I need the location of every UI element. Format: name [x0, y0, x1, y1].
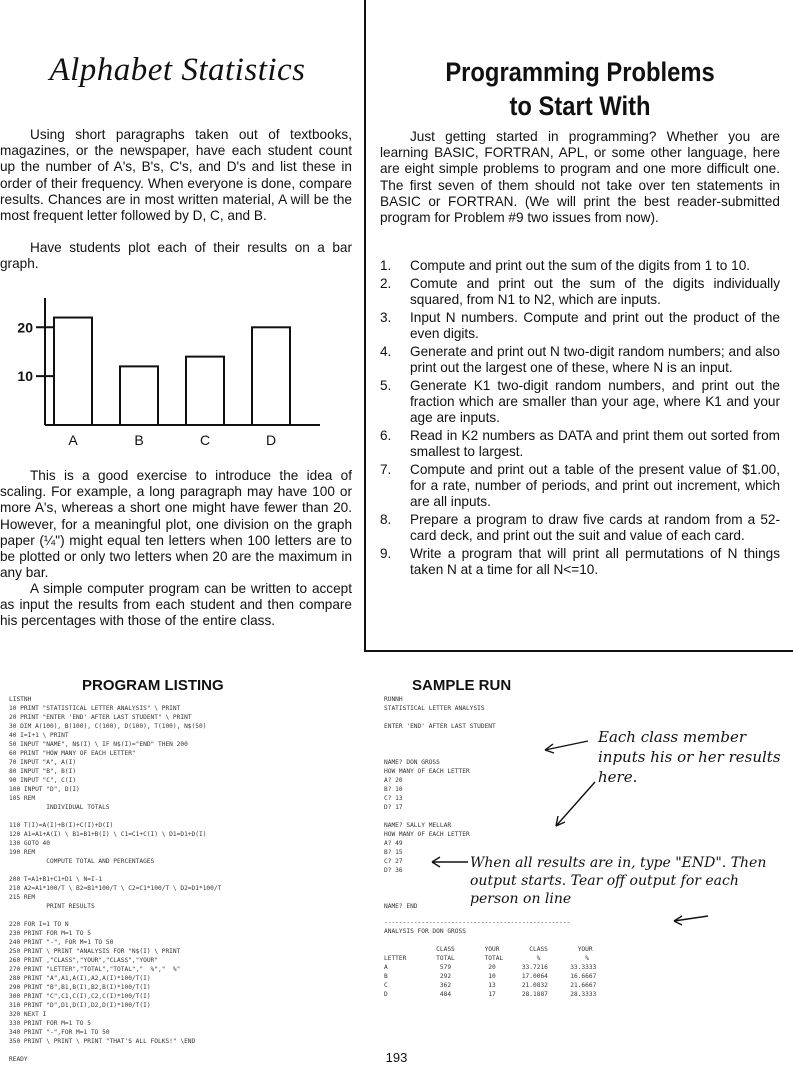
sample-run-analysis: -------------------------------------------------- ANALYSIS FOR DON GROSS CLASS YOUR CLASS YOUR LETTER TOTAL TOTAL % % A 579 20 33.7216 33.3333 B 292 10 17.0064 16.6667 C 362 13 21.0832 21.6667 D 484 17 28.1887 28.3333 — [384, 919, 597, 998]
article-intro: Just getting started in programming? Whether you are learning BASIC, FORTRAN, APL, or some other language, here are eight simple problems to program and one more difficult one. The first seven of them should not take over ten statements in BASIC or FORTRAN. (We will print the best reader-submitted program for Problem #9 two issues from now). — [380, 129, 780, 226]
handwritten-note: When all results are in, type "END". Then output starts. Tear off output for each person on line — [470, 855, 767, 907]
y-tick-label: 20 — [17, 319, 33, 336]
item-number: 7. — [380, 462, 392, 477]
program-listing-heading: PROGRAM LISTING — [82, 677, 224, 694]
sample-run-output: RUNNH STATISTICAL LETTER ANALYSIS ENTER 'END' AFTER LAST STUDENT NAME? DON GROSS HOW MANY OF EACH LETTER A? 20 B? 10 C? 13 D? 17 NAME? SALLY MELLAR HOW MANY OF EACH LETTER A? 49 B? 15 C? 27 D? 36 NAME? END — [384, 696, 496, 910]
article-paragraph: Using short paragraphs taken out of textbooks, magazines, or the newspaper, have each student count up the number of A's, B's, C's, and D's and list these in order of their frequency. When everyone is done, compare results. Chances are in most written material, A will be the most frequent letter followed by D, C, and B. — [0, 127, 352, 224]
item-number: 1. — [380, 258, 392, 273]
x-tick-label: B — [134, 432, 144, 448]
x-tick-label: A — [68, 432, 78, 448]
item-text: Generate K1 two-digit random numbers, and print out the fraction which are smaller than your age, where K1 and your age are inputs. — [410, 377, 780, 426]
item-number: 3. — [380, 309, 392, 325]
item-number: 8. — [380, 512, 392, 528]
article-paragraph: Have students plot each of their results on a bar graph. — [0, 240, 352, 272]
y-tick-label: 10 — [17, 368, 33, 385]
item-text: Write a program that will print all permutations of N things taken N at a time for all N<=10. — [410, 546, 780, 578]
item-number: 4. — [380, 343, 392, 359]
arrow-line — [556, 782, 595, 826]
item-text: Compute and print out the sum of the digits from 1 to 10. — [410, 258, 751, 273]
article-paragraph: A simple computer program can be written to accept as input the results from each student and then compare his percentages with those of the entire class. — [0, 581, 352, 629]
x-tick-label: D — [265, 432, 277, 448]
x-tick-label: C — [199, 432, 211, 448]
handwritten-note: Each class member inputs his or her results here. — [598, 728, 781, 786]
article-title: Alphabet Statistics — [49, 52, 306, 88]
item-text: Compute and print out a table of the present value of $1.00, for a rate, number of periods, and print out increment, which are all inputs. — [410, 462, 780, 510]
article-paragraph: This is a good exercise to introduce the idea of scaling. For example, a long paragraph may have 100 or more A's, whereas a short one might have fewer than 20. However, for a meaningful plot, one division on the graph paper (¼") might equal ten letters when 100 letters are to be plotted or only two letters when 20 are the maximum in any bar. — [0, 468, 352, 581]
item-number: 6. — [380, 428, 392, 443]
item-number: 2. — [380, 275, 392, 291]
item-text: Generate and print out N two-digit random numbers; and also print out the largest one of these, where N is an input. — [410, 343, 780, 375]
item-text: Comute and print out the sum of the digits individually squared, from N1 to N2, which are inputs. — [410, 275, 780, 307]
item-text: Input N numbers. Compute and print out the product of the even digits. — [410, 309, 780, 341]
sample-run-heading: SAMPLE RUN — [412, 677, 512, 694]
item-text: Read in K2 numbers as DATA and print them out sorted from smallest to largest. — [410, 428, 780, 460]
item-number: 9. — [380, 546, 392, 562]
item-number: 5. — [380, 377, 392, 393]
program-listing-code: LISTNH 10 PRINT "STATISTICAL LETTER ANALYSIS" \ PRINT 20 PRINT "ENTER 'END' AFTER LAST STUDENT" \ PRINT 30 DIM A(100), B(100), C(100), D(100), T(100), N$(50) 40 I=I+1 \ PRINT 50 INPUT "NAME", N$(I) \ IF N$(I)="END" THEN 200 60 PRINT "HOW MANY OF EACH LETTER" 70 INPUT "A", A(I) 80 INPUT "B", B(I) 90 INPUT "C", C(I) 100 INPUT "D", D(I) 105 REM INDIVIDUAL TOTALS 110 T(I)=A(I)+B(I)+C(I)+D(I) 120 A1=A1+A(I) \ B1=B1+B(I) \ C1=C1+C(I) \ D1=D1+D(I) 130 GOTO 40 190 REM COMPUTE TOTAL AND PERCENTAGES 200 T=A1+B1+C1+D1 \ N=I-1 210 A2=A1*100/T \ B2=B1*100/T \ C2=C1*100/T \ D2=D1*100/T 215 REM PRINT RESULTS 220 FOR I=1 TO N 230 PRINT FOR M=1 TO 5 240 PRINT "-", FOR M=1 TO 50 250 PRINT \ PRINT "ANALYSIS FOR "N$(I) \ PRINT 260 PRINT ,"CLASS","YOUR","CLASS","YOUR" 270 PRINT "LETTER","TOTAL","TOTAL"," %"," %" 280 PRINT "A",A1,A(I),A2,A(I)*100/T(I) 290 PRINT "B",B1,B(I),B2,B(I)*100/T(I) 300 PRINT "C",C1,C(I),C2,C(I)*100/T(I) 310 PRINT "D",D1,D(I),D2,D(I)*100/T(I) 320 NEXT I 330 PRINT FOR M=1 TO 5 340 PRINT "-",FOR M=1 TO 50 350 PRINT \ PRINT \ PRINT "THAT'S ALL FOLKS!" \END READY — [9, 696, 222, 1063]
title-line: to Start With — [509, 91, 651, 121]
title-line: Programming Problems — [445, 57, 715, 87]
page-number: 193 — [385, 1050, 408, 1065]
item-text: Prepare a program to draw five cards at random from a 52-card deck, and print out the suit and value of each card. — [410, 512, 780, 544]
